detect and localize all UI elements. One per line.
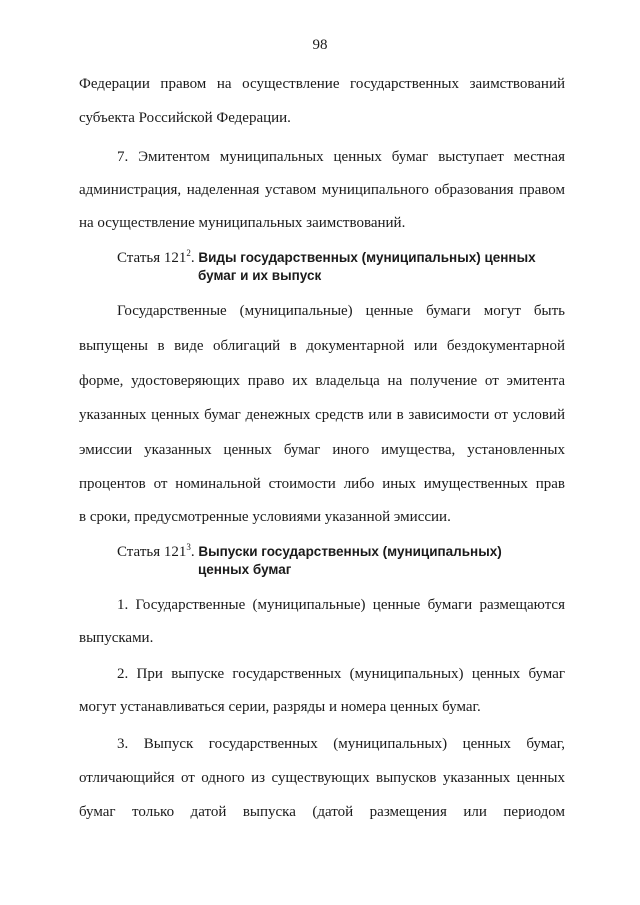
article-title-continuation (198, 266, 321, 286)
article-heading-1213 (117, 542, 502, 562)
article-number: Статья 121 (117, 250, 187, 266)
article-superscript: 3 (186, 542, 191, 552)
page-number: 98 (312, 37, 328, 53)
text-line: отличающийся от одного из существующих выпусков указанных ценных (79, 770, 565, 786)
article-heading-1212 (117, 248, 536, 268)
text-line: указанных ценных бумаг денежных средств или в зависимости от условий (79, 407, 565, 423)
text-line: 2. При выпуске государственных (муниципальных) ценных бумаг (117, 666, 565, 682)
text-line: эмиссии указанных ценных бумаг иного имущества, установленных (79, 442, 565, 458)
text-line: могут устанавливаться серии, разряды и номера ценных бумаг. (79, 699, 481, 715)
article-title-continuation (198, 560, 291, 580)
article-dot: . (190, 250, 195, 266)
text-line: выпущены в виде облигаций в документарной или бездокументарной (79, 338, 565, 354)
article-title-line2: ценных бумаг (198, 562, 292, 577)
text-line: субъекта Российской Федерации. (79, 110, 291, 126)
text-line: 1. Государственные (муниципальные) ценные бумаги размещаются (117, 597, 565, 613)
paragraph-7-line: 7. Эмитентом муниципальных ценных бумаг выступает местная (117, 149, 565, 165)
text-line: в сроки, предусмотренные условиями указанной эмиссии. (79, 509, 451, 525)
text-line: Государственные (муниципальные) ценные бумаги могут быть (117, 303, 565, 319)
text-line: Федерации правом на осуществление государственных заимствований (79, 76, 565, 92)
article-number: Статья 121 (117, 544, 187, 560)
text-line: на осуществление муниципальных заимствований. (79, 215, 406, 231)
article-dot: . (190, 544, 195, 560)
text-line: 3. Выпуск государственных (муниципальных) ценных бумаг, (117, 736, 565, 752)
text-line: процентов от номинальной стоимости либо иных имущественных прав (79, 476, 565, 492)
article-superscript: 2 (186, 248, 191, 258)
text-line: бумаг только датой выпуска (датой размещения или периодом (79, 804, 565, 820)
article-title-line1: Выпуски государственных (муниципальных) (198, 544, 502, 559)
article-title-line1: Виды государственных (муниципальных) ценных (198, 250, 536, 265)
text-line: выпусками. (79, 630, 154, 646)
text-line: администрация, наделенная уставом муниципального образования правом (79, 182, 565, 198)
article-title-line2: бумаг и их выпуск (198, 268, 322, 283)
text-line: форме, удостоверяющих право их владельца на получение от эмитента (79, 373, 565, 389)
